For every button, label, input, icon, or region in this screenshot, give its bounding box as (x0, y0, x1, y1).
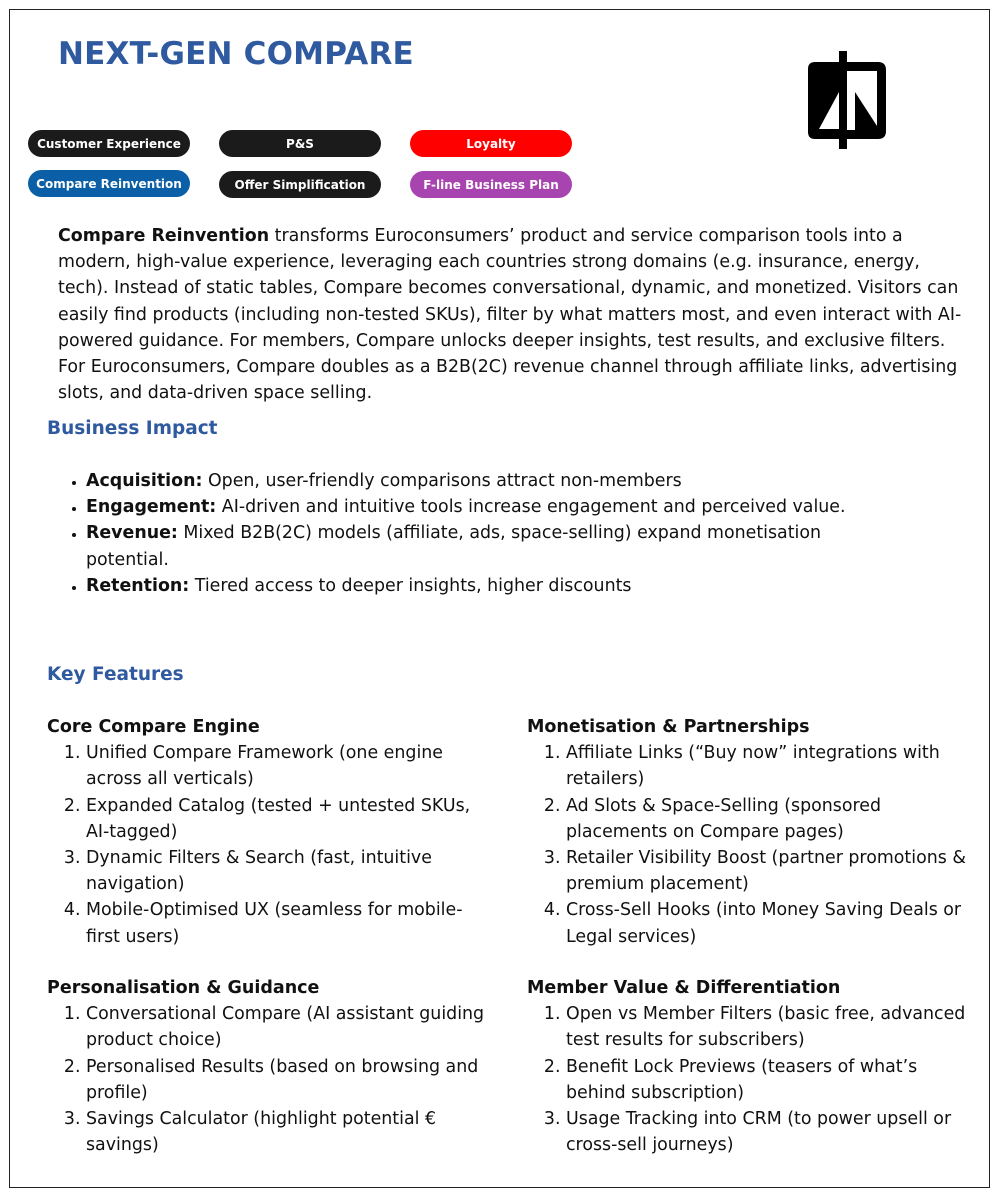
compare-icon (806, 50, 888, 150)
feature-group-core-compare-engine (47, 714, 492, 950)
business-impact-heading: Business Impact (47, 418, 218, 439)
impact-label: Revenue: (86, 523, 178, 544)
feature-item: 2. Benefit Lock Previews (teasers of what’s behind subscription) (566, 1054, 982, 1106)
feature-group-personalisation-guidance (47, 975, 492, 1158)
tag-customer-experience[interactable]: Customer Experience (28, 130, 190, 157)
page-title: NEXT-GEN COMPARE (58, 36, 414, 72)
feature-item: 1. Open vs Member Filters (basic free, advanced test results for subscribers) (566, 1001, 982, 1053)
feature-item: 3. Retailer Visibility Boost (partner promotions & premium placement) (566, 845, 982, 897)
tag-offer-simplification[interactable]: Offer Simplification (219, 171, 381, 198)
feature-group-monetisation-partnerships (527, 714, 982, 950)
feature-group-title: Monetisation & Partnerships (527, 717, 810, 737)
feature-item: 1. Unified Compare Framework (one engine across all verticals) (86, 740, 492, 792)
impact-label: Retention: (86, 575, 190, 596)
impact-text: AI-driven and intuitive tools increase engagement and perceived value. (216, 497, 846, 518)
feature-list (527, 740, 982, 950)
key-features-heading: Key Features (47, 664, 184, 685)
tag-ps[interactable]: P&S (219, 130, 381, 157)
impact-text: Tiered access to deeper insights, higher discounts (189, 575, 632, 596)
feature-item: 2. Personalised Results (based on browsing and profile) (86, 1054, 492, 1106)
feature-item: 2. Ad Slots & Space-Selling (sponsored placements on Compare pages) (566, 793, 982, 845)
feature-item: 3. Savings Calculator (highlight potential € savings) (86, 1106, 492, 1158)
feature-group-title: Personalisation & Guidance (47, 978, 320, 998)
feature-list (47, 1001, 492, 1158)
feature-list (47, 740, 492, 950)
tag-loyalty[interactable]: Loyalty (410, 130, 572, 157)
feature-item: 1. Affiliate Links (“Buy now” integrations with retailers) (566, 740, 982, 792)
feature-item: 4. Mobile-Optimised UX (seamless for mobile-first users) (86, 897, 492, 949)
feature-list (527, 1001, 982, 1158)
feature-group-title: Member Value & Differentiation (527, 978, 841, 998)
feature-group-title: Core Compare Engine (47, 717, 260, 737)
feature-item: 3. Dynamic Filters & Search (fast, intuitive navigation) (86, 845, 492, 897)
impact-text: Open, user-friendly comparisons attract non-members (202, 471, 682, 491)
feature-group-member-value (527, 975, 982, 1158)
tag-compare-reinvention[interactable]: Compare Reinvention (28, 170, 190, 197)
business-impact-list (47, 468, 886, 599)
intro-lead: Compare Reinvention (58, 226, 270, 246)
feature-item: 1. Conversational Compare (AI assistant guiding product choice) (86, 1001, 492, 1053)
feature-item: 4. Cross-Sell Hooks (into Money Saving Deals or Legal services) (566, 897, 982, 949)
feature-item: 3. Usage Tracking into CRM (to power upsell or cross-sell journeys) (566, 1106, 982, 1158)
intro-paragraph (58, 223, 963, 406)
impact-item (86, 520, 886, 572)
impact-item (86, 468, 886, 494)
impact-text: Mixed B2B(2C) models (affiliate, ads, space-selling) expand monetisation potential. (86, 523, 822, 570)
tag-f-line-business-plan[interactable]: F-line Business Plan (410, 171, 572, 198)
feature-item: 2. Expanded Catalog (tested + untested SKUs, AI-tagged) (86, 793, 492, 845)
impact-label: Acquisition: (86, 471, 203, 491)
impact-item (86, 494, 886, 520)
impact-item (86, 573, 886, 599)
impact-label: Engagement: (86, 497, 217, 518)
intro-text: transforms Euroconsumers’ product and service comparison tools into a modern, high-value experience, leveraging each countries strong domains (e.g. insurance, energy, tech). Instead of static tables, Compare becomes conversational, dynamic, and monetized. Visitors can easily find products (including non-tested SKUs), filter by what matters most, and even interact with AI-powered guidance. For members, Compare unlocks deeper insights, test results, and exclusive filters. For Euroconsumers, Compare doubles as a B2B(2C) revenue channel through affiliate links, advertising slots, and data-driven space selling. (58, 226, 962, 404)
